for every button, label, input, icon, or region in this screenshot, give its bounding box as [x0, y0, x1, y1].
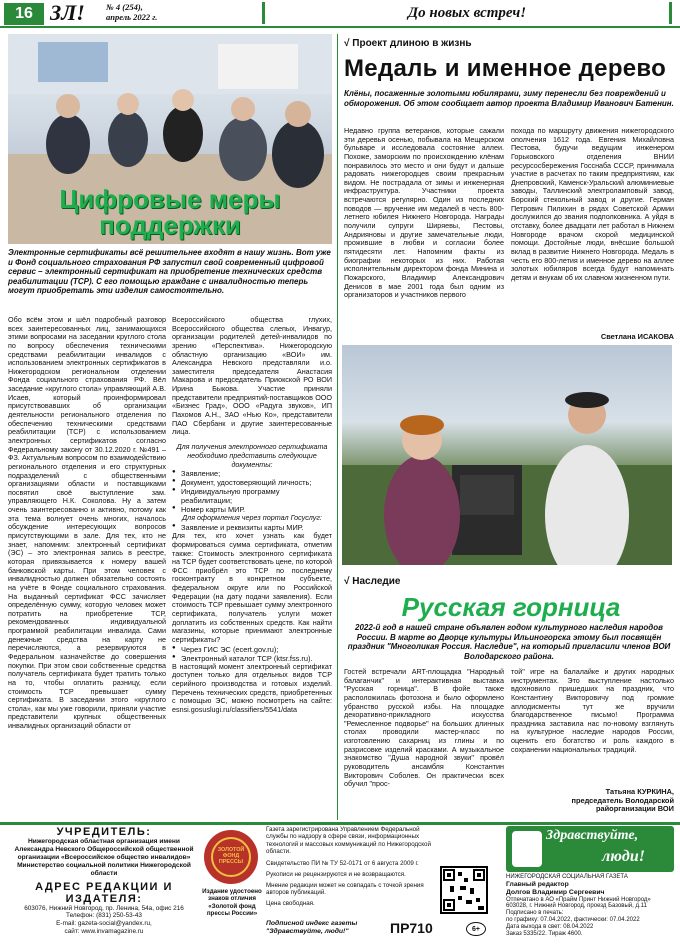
- article3-signature-role: председатель Володарской райорганизации ВОИ: [571, 795, 674, 814]
- article3-col1: Гостей встречали ART-площадка "Народный балаганчик" и интерактивная выставка "Русская горница". В фойе также расположилась фотозона и было оформлено убранство русской избы. На площадке декоративно-прикладного искусства "Ремесленное подворье" на больших длинных столах проводили мастер-класс по изготовлению сахарниц из глины и по разрисовке изделий красками. А музыкальное знакомство "Душа народной звуки" провёл руководитель ансамбля Константин Викторович Соболев. Он практически всех обучил "прос-: [344, 668, 504, 789]
- article1-col2b: Для тех, кто хочет узнать как будет формироваться сумма сертификата, отметим также: Стоимость электронного сертификата на ТСР будет соответствовать цене, по которой ФСС приобрёл это ТСР по последнему госконтракту в конкретном субъекте, федеральном округе или по Российской Федерации (на дату подачи заявления). Если стоимость ТСР превышает сумму электронного сертификата, получатель услуги может доплатить из собственных средств. Как найти магазины, которые принимают электронные сертификаты?: [172, 532, 332, 644]
- gosuslugi-item: ● Заявление и реквизиты карты МИР.: [172, 523, 332, 532]
- subscription-index: ПР710: [390, 920, 433, 936]
- award-text: Издание удостоено знаков отличия «Золотой фонд прессы России»: [202, 888, 262, 918]
- docs-intro: Для получения электронного сертификата необходимо представить следующие документы:: [176, 441, 328, 469]
- column-divider: [337, 34, 338, 820]
- docs-item: ● Индивидуальную программу реабилитации;: [172, 487, 332, 505]
- article2-col1: Недавно группа ветеранов, которые сажали эти деревья осенью, побывала на Мещерском бульваре и исследовала состояние аллеи. Похоже, заморским по происхождению клёнам понравилось это место и они будут и дальше радовать нижегородцев своим прекрасным видом. Не пострадала от зимы и инженерная инфраструктура. Участники проекта встречаются регулярно. Один из последних поводов — вручение им медалей в честь 800-летнего юбилея Нижнего Новгорода. Награды получили супруги Ширяевы, Пестовы, Андрияновы и другие замечательные люди, прожившие в любви и согласии более пятидесяти лет. Напомним факты из биографии некоторых из них. Работая исполнительным директором фонда Минина и Пожарского, Владимир Александрович Денисов в мае 2001 года был одним из организаторов и участников первого: [344, 127, 504, 300]
- founder-heading: УЧРЕДИТЕЛЬ:: [56, 826, 152, 838]
- article3-signature: [511, 788, 674, 814]
- veterans-photo: [342, 345, 672, 565]
- phone-text: Телефон: (831) 250-53-43: [66, 912, 142, 920]
- article1-lead: Электронные сертификаты всё решительнее входят в нашу жизнь. Вот уже и Фонд социального страхования РФ запустил свой современный цифровой сервис – электронный сертификат на приобретение технических средств реабилитации (ТСР). С его помощью граждане с инвалидностью теперь могут приобретать эти изделия самостоятельно.: [8, 248, 331, 296]
- founder-block: [8, 826, 200, 935]
- subscription-text: Подписной индекс газеты "Здравствуйте, люди!": [266, 920, 358, 935]
- article3-title: Русская горница: [401, 592, 621, 622]
- veterans-photo-illustration: [342, 345, 672, 565]
- article3-signature-name: Татьяна КУРКИНА,: [605, 787, 674, 796]
- article1-col2: Всероссийского общества глухих, Всероссийского общества слепых, Инвагур, организации родителей детей-инвалидов по зрению «Перспектива». Нижегородскую областную организацию «ВОИ» им. Александра Невского представляли и.о. заместителя председателя Анастасия Макарова и председатель Приокской РО ВОИ Ирина Быкова. Участие приняли представители предприятий-поставщиков ООО «Бизнес Град», ООО «Радуга звуков», ИП Пахомов А.Н., ЗАО «Нью Ко», представители ПАО Сбербанк и другие заинтересованные лица.: [172, 316, 332, 437]
- golden-fund-seal: [204, 830, 258, 884]
- imprint-block: [506, 874, 676, 938]
- manuscripts-text: Рукописи не рецензируются и не возвращаются.: [266, 871, 406, 879]
- article1-col2c: В настоящий момент электронный сертификат доступен только для отдельных видов ТСР серийного производства и готовых изделий. Перечень технических средств, приобретенных с помощью ЭС, можно посмотреть на сайте: esnsi.gosuslugi.ru/classifiers/5541/data: [172, 662, 332, 714]
- logo-emblem-icon: [512, 831, 542, 867]
- article2-col2: похода по маршруту движения нижегородского ополчения 1612 года. Евгения Михайловна Пестова, будучи ведущим инженером Горьковского отделения ВНИИ ресурсосбережения Госснаба СССР, принимала участие в расчетах по таким предприятиям, как Днепровский, Каменск-Уральский алюминиевые заводы, Таллинский электроламповый завод, Борский стекольный завод и другие. Герман Петрович Пилихин в рядах Советской Армии дослужился до звания подполковника. А уйдя в отставку, более двадцати лет работал в Нижнем Новгороде врачом скорой медицинской помощи. Достойные люди, внёсшие большой вклад в развитие Нижнего Новгорода. Медаль в честь его 800-летия и именное дерево на аллее золотых юбиляров всегда будут напоминать детям и внукам об их славном жизненном пути.: [511, 127, 674, 282]
- issue-date: апрель 2022 г.: [106, 11, 158, 22]
- article1-col1: Обо всём этом и шёл подробный разговор всех заинтересованных лиц, занимающихся этими вопросами на заседании круглого стола по вопросу обеспечения техническими средствами реабилитации инвалидов с использованием электронных сертификатов в Нижегородском региональном отделении Фонда социального страхования РФ. Вёл заседание «круглого стола» управляющий А.В. Исаев, который проинформировал присутствовавших об организации деятельности регионального отделения по обеспечению техническими средствами реабилитации (ТСР) с использованием электронных сертификатов согласно Федеральному закону от 30.12.2020 г. №491 – ФЗ. Актуальным вопросом по взаимодействию регионального отделения и его структурных подразделений с общественными организациями области и поставщиками посвятил своё выступление зам. управляющего Н.К. Соколова. Ну а затем очень заинтересованно и активно, потому как эта тема волнует очень многих, началось обсуждение интересующих вопросов присутствующими в зале. Для тех, кто не знает, напомним: электронный сертификат (ЭС) – это электронная запись в реестре, которая привязывается к номеру вашей банковской карты. При этом человек с инвалидностью должен обязательно состоять на учёте в Фонде социального страхования. На выданный сертификат ФСС зачисляет определённую сумму, которую человек может потратить на приобретение ТСР, рекомендованных индивидуальной программой реабилитации инвалида. Сами денежные средства на карту не перечисляются, а резервируются в Федеральном казначействе до совершения покупки. При этом свои собственные средства получатель сертификата будет тратить только на то, чтобы оплатить разницу, если стоимость ТСР превышает сумму сертификата. В заседании этого «круглого стола», как мы уже говорили, приняли участие представители крупных общественных инвалидных организаций области от: [8, 316, 166, 731]
- issue-info: [106, 3, 157, 23]
- registration-block: [266, 826, 438, 907]
- print-line: Дата выхода в свет: 08.04.2022: [506, 924, 594, 931]
- docs-item: ● Номер карты МИР.: [172, 505, 332, 514]
- header-slogan: До новых встреч!: [262, 2, 672, 24]
- article2-rubric: √ Проект длиною в жизнь: [344, 38, 472, 49]
- ministry-text: Министерство социальной политики Нижегородской области: [17, 861, 191, 877]
- docs-list: [172, 469, 332, 514]
- print-line: Отпечатано в АО «Прайм Принт Нижний Новгород»: [506, 896, 651, 903]
- docs-item: ● Документ, удостоверяющий личность;: [172, 478, 332, 487]
- gosuslugi-list: [172, 523, 332, 532]
- opinion-text: Мнение редакции может не совпадать с точкой зрения авторов публикаций.: [266, 881, 424, 897]
- shops-item: ● Электронный каталог ТСР (ktsr.fss.ru).: [172, 654, 332, 663]
- address-heading: АДРЕС РЕДАКЦИИ И ИЗДАТЕЛЯ:: [35, 880, 173, 905]
- article2-lead: Клёны, посаженные золотыми юбилярами, зиму перенесли без повреждений и обморожения. Об этом сообщает автор проекта Владимир Иванович Батенин.: [344, 89, 674, 108]
- print-line: по графику: 07.04.2022, фактически: 07.04.2022: [506, 917, 640, 924]
- email-text: E-mail: gazeta-social@yandex.ru,: [56, 919, 152, 927]
- shops-list: [172, 645, 332, 663]
- founder-text: Нижегородская областная организация имени Александра Невского Общероссийской общественной организации «Всероссийское общество инвалидов»: [14, 838, 194, 861]
- logo-line2: люди!: [602, 848, 645, 865]
- address-text: 603076, Нижний Новгород, пр. Ленина, 54а, офис 216: [24, 904, 184, 912]
- newspaper-logo: [506, 826, 674, 872]
- article1-col2-wrap: [172, 316, 332, 820]
- shops-item: ● Через ГИС ЭС (ecert.gov.ru);: [172, 645, 332, 654]
- print-line: 603028, г. Нижний Новгород, проезд Базовый, д.11: [506, 903, 647, 910]
- print-line: Заказ 5335/22. Тираж 4600.: [506, 930, 583, 937]
- article3-rubric: √ Наследие: [344, 576, 401, 587]
- article3-col2: той" игре на балалайке и других народных инструментах. Это выступление настолько вдохновило пришедших на праздник, что Константину Викторовичу под громкие аплодисменты тут же вручили благодарственное письмо! Программа праздника заставила нас по-новому взглянуть на культурное наследие народов России, оценить его богатство и роль каждого в сохранении национальных традиций.: [511, 668, 674, 754]
- gosuslugi-intro: Для оформления через портал Госуслуг:: [182, 513, 322, 523]
- print-line: Подписано в печать:: [506, 910, 564, 917]
- article1-title: Цифровые меры поддержки: [59, 184, 281, 240]
- registration-text: Газета зарегистрирована Управлением Федеральной службы по надзору в сфере связи, информационных технологий и массовых коммуникаций по Нижегородской области.: [266, 826, 431, 856]
- article2-signature: Светлана ИСАКОВА: [600, 332, 674, 341]
- certificate-text: Свидетельство ПИ № ТУ 52-0171 от 6 августа 2009 г.: [266, 859, 419, 867]
- seal-text: ЗОЛОТОЙ ФОНД ПРЕССЫ: [211, 837, 251, 877]
- qr-code: [440, 866, 488, 914]
- issue-number: № 4 (254),: [106, 2, 143, 12]
- article2-title: Медаль и именное дерево: [344, 55, 667, 82]
- docs-item: ● Заявление;: [172, 469, 332, 478]
- qr-code-pattern: [442, 868, 486, 912]
- logo-line1: Здравствуйте,: [546, 828, 639, 843]
- page-number: 16: [4, 3, 44, 25]
- article3-lead: 2022-й год в нашей стране объявлен годом культурного наследия народов России. В марте во Дворце культуры Ильиногорска этому был посвящён праздник "Многоликая Россия. Наследие", на который пригласили членов ВОИ Володарского района.: [347, 623, 671, 661]
- masthead-logo: ЗЛ!: [50, 0, 85, 25]
- age-rating: 6+: [466, 922, 486, 936]
- site-text: сайт: www.invamagazine.ru: [64, 927, 144, 935]
- paper-type: НИЖЕГОРОДСКАЯ СОЦИАЛЬНАЯ ГАЗЕТА: [506, 874, 628, 880]
- price-text: Цена свободная.: [266, 899, 315, 907]
- editor-name: Долгов Владимир Сергеевич: [506, 888, 605, 896]
- editor-title: Главный редактор: [506, 880, 569, 888]
